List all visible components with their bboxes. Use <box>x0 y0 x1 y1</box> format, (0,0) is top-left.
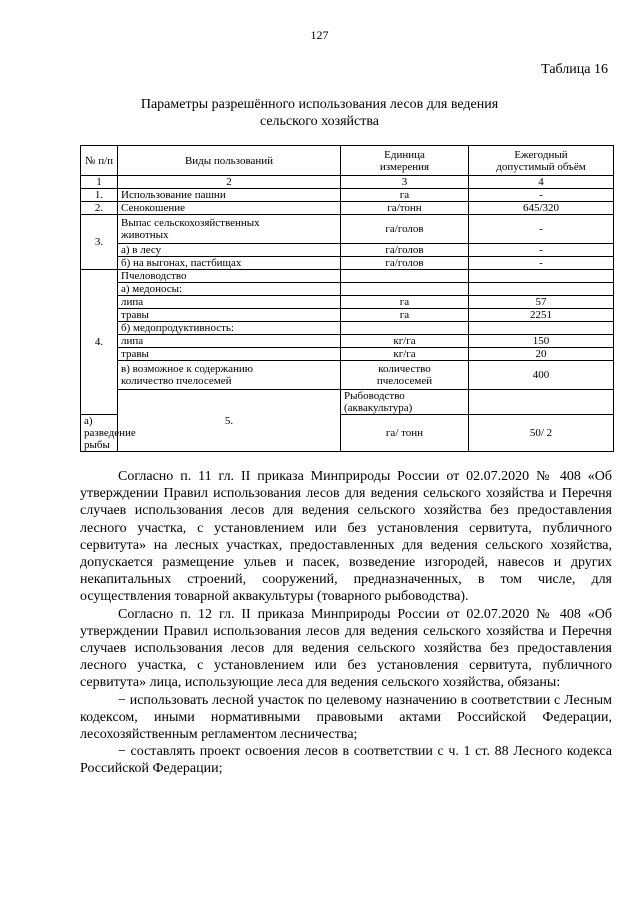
row-name: липа <box>118 296 341 309</box>
table-title-line1: Параметры разрешённого использования лесов для ведения <box>140 97 499 112</box>
row-unit: га/тонн <box>341 202 469 215</box>
row-num: 4. <box>81 270 118 415</box>
row-unit: га <box>341 309 469 322</box>
row-name: б) на выгонах, пастбищах <box>118 257 341 270</box>
table-label: Таблица 16 <box>541 62 608 77</box>
table-row <box>81 361 614 390</box>
header-num: № п/п <box>81 146 118 176</box>
row-unit: га/голов <box>341 257 469 270</box>
parameters-table <box>80 145 614 452</box>
table-row <box>81 322 614 335</box>
table-row <box>81 348 614 361</box>
row-unit: га <box>341 189 469 202</box>
paragraph: − использовать лесной участок по целевому назначению в соответствии с Лесным кодексом, иными нормативными правовыми актами Российской Федерации, лесохозяйственным регламентом лесничества; <box>80 692 612 743</box>
row-value: - <box>469 244 614 257</box>
table-row <box>81 257 614 270</box>
col-number: 3 <box>341 176 469 189</box>
row-value: - <box>469 257 614 270</box>
row-num: 2. <box>81 202 118 215</box>
table-row <box>81 189 614 202</box>
table-row <box>81 215 614 244</box>
row-name: в) возможное к содержанию количество пчелосемей <box>118 361 341 390</box>
row-value: - <box>469 189 614 202</box>
table-title <box>0 96 639 130</box>
page-number: 127 <box>310 28 329 42</box>
row-unit: кг/га <box>341 335 469 348</box>
row-num: 5. <box>118 390 341 452</box>
header-row <box>81 146 614 176</box>
table-title-line2: сельского хозяйства <box>259 114 380 129</box>
row-unit: количество пчелосемей <box>341 361 469 390</box>
table-row <box>81 270 614 283</box>
row-value: 50/ 2 <box>469 415 614 452</box>
row-value: 150 <box>469 335 614 348</box>
row-name: Сенокошение <box>118 202 341 215</box>
table-row <box>81 202 614 215</box>
row-value: 400 <box>469 361 614 390</box>
paragraph: − составлять проект освоения лесов в соответствии с ч. 1 ст. 88 Лесного кодекса Российской Федерации; <box>80 744 612 777</box>
row-name: Пчеловодство <box>118 270 341 283</box>
row-name: Использование пашни <box>118 189 341 202</box>
row-name: липа <box>118 335 341 348</box>
row-unit: га <box>341 296 469 309</box>
table-row <box>81 390 614 415</box>
table-row <box>81 244 614 257</box>
row-value: 2251 <box>469 309 614 322</box>
header-volume: Ежегодный допустимый объём <box>469 146 614 176</box>
row-name: травы <box>118 309 341 322</box>
row-value: 645/320 <box>469 202 614 215</box>
body-text <box>80 468 612 778</box>
row-unit: га/голов <box>341 244 469 257</box>
table-row <box>81 296 614 309</box>
row-value: 20 <box>469 348 614 361</box>
row-name: а) медоносы: <box>118 283 341 296</box>
table-row <box>81 335 614 348</box>
row-num: 3. <box>81 215 118 270</box>
paragraph: Согласно п. 12 гл. II приказа Минприроды России от 02.07.2020 № 408 «Об утверждении Правил использования лесов для ведения сельского хозяйства и Перечня случаев использования лесов для ведения сельского хозяйства без предоставления лесного участка, с установлением или без установления сервитута, публичного сервитута» лица, использующие леса для ведения сельского хозяйства, обязаны: <box>80 606 612 691</box>
row-name: травы <box>118 348 341 361</box>
table-row <box>81 283 614 296</box>
row-name: а) в лесу <box>118 244 341 257</box>
paragraph: Согласно п. 11 гл. II приказа Минприроды России от 02.07.2020 № 408 «Об утверждении Правил использования лесов для ведения сельского хозяйства и Перечня случаев использования лесов для ведения сельского хозяйства без предоставления лесного участка, с установлением или без установления сервитута, публичного сервитута» на лесных участках, предоставленных для ведения сельского хозяйства, допускается размещение ульев и пасек, возведение изгородей, навесов и других некапитальных строений, сооружений, предназначенных, в том числе, для осуществления товарной аквакультуры (товарного рыбоводства). <box>80 469 612 605</box>
row-value: 57 <box>469 296 614 309</box>
header-unit: Единица измерения <box>341 146 469 176</box>
col-number: 4 <box>469 176 614 189</box>
row-name: Выпас сельскохозяйственных животных <box>118 215 341 244</box>
col-number: 2 <box>118 176 341 189</box>
column-numbers-row <box>81 176 614 189</box>
header-type: Виды пользований <box>118 146 341 176</box>
row-name: Рыбоводство (аквакультура) <box>341 390 469 415</box>
row-unit: га/ тонн <box>341 415 469 452</box>
row-unit: кг/га <box>341 348 469 361</box>
row-num: 1. <box>81 189 118 202</box>
table-row <box>81 309 614 322</box>
row-name: б) медопродуктивность: <box>118 322 341 335</box>
row-unit: га/голов <box>341 215 469 244</box>
col-number: 1 <box>81 176 118 189</box>
row-name: а) разведение рыбы <box>81 415 118 452</box>
row-value: - <box>469 215 614 244</box>
